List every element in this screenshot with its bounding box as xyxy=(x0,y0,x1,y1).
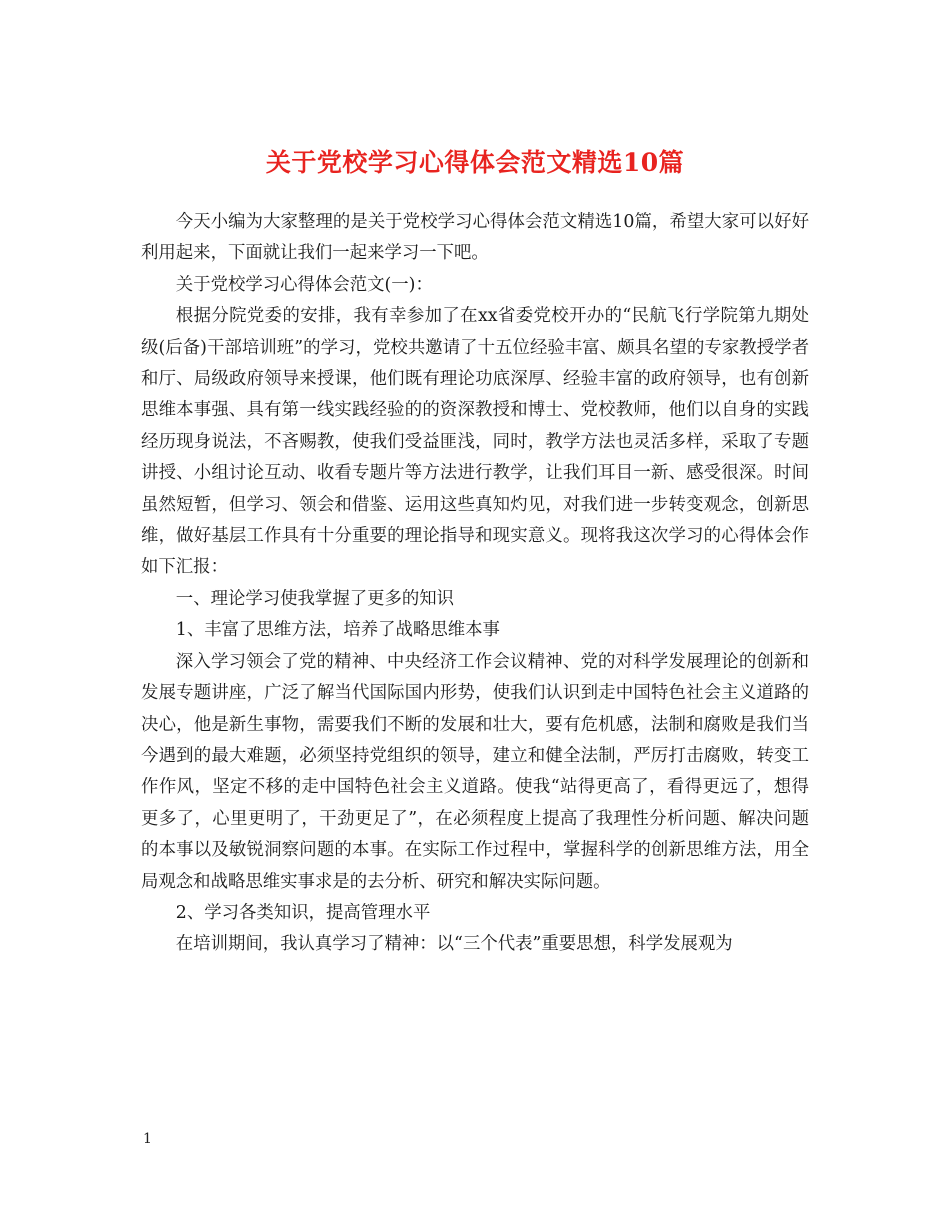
section-heading: 一、理论学习使我掌握了更多的知识 xyxy=(175,588,455,609)
paragraph-essay-heading: 关于党校学习心得体会范文(一)： xyxy=(175,274,433,295)
paragraph-body: 深入学习领会了党的精神、中央经济工作会议精神、党的对科学发展理论的创新和发展专题讲座，广泛了解当代国际国内形势，使我们认识到走中国特色社会主义道路的决心，他是新生事物，需要我们不断的发展和壮大，要有危机感，法制和腐败是我们当今遇到的最大难题，必须坚持党组织的领导，建立和健全法制，严厉打击腐败，转变工作作风，坚定不移的走中国特色社会主义道路。使我“站得更高了，看得更远了，想得更多了，心里更明了，干劲更足了”，在必须程度上提高了我理性分析问题、解决问题的本事以及敏锐洞察问题的本事。在实际工作过程中，掌握科学的创新思维方法，用全局观念和战略思维实事求是的去分析、研究和解决实际问题。 xyxy=(141,651,809,892)
page-number: 1 xyxy=(143,1131,152,1147)
paragraph-main: 根据分院党委的安排，我有幸参加了在xx省委党校开办的“民航飞行学院第九期处级(后备)干部培训班”的学习，党校共邀请了十五位经验丰富、颇具名望的专家教授学者和厅、局级政府领导来授课，他们既有理论功底深厚、经验丰富的政府领导，也有创新思维本事强、具有第一线实践经验的的资深教授和博士、党校教师，他们以自身的实践经历现身说法，不吝赐教，使我们受益匪浅，同时，教学方法也灵活多样，采取了专题讲授、小组讨论互动、收看专题片等方法进行教学，让我们耳目一新、感受很深。时间虽然短暂，但学习、领会和借鉴、运用这些真知灼见，对我们进一步转变观念，创新思维，做好基层工作具有十分重要的理论指导和现实意义。现将我这次学习的心得体会作如下汇报： xyxy=(141,306,809,578)
paragraph-intro: 今天小编为大家整理的是关于党校学习心得体会范文精选10篇，希望大家可以好好利用起来，下面就让我们一起来学习一下吧。 xyxy=(141,212,809,264)
paragraph-body: 在培训期间，我认真学习了精神：以“三个代表”重要思想，科学发展观为 xyxy=(175,934,733,955)
subsection-heading: 1、丰富了思维方法，培养了战略思维本事 xyxy=(175,620,500,641)
document-title: 关于党校学习心得体会范文精选10篇 xyxy=(265,147,685,177)
document-body xyxy=(141,207,809,961)
subsection-heading: 2、学习各类知识，提高管理水平 xyxy=(175,902,431,923)
